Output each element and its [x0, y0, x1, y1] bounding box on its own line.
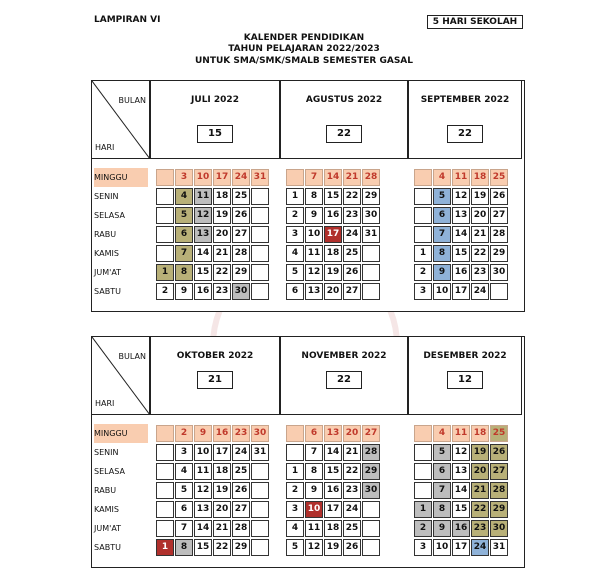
month-name: JULI 2022 — [191, 95, 239, 105]
day-label-minggu: MINGGU — [94, 168, 148, 187]
date-cell: 18 — [471, 169, 489, 186]
date-cell: 14 — [324, 444, 342, 461]
empty-cell — [251, 539, 269, 556]
date-cell: 24 — [232, 169, 250, 186]
date-cell: 24 — [471, 283, 489, 300]
date-cell: 9 — [305, 482, 323, 499]
date-cell: 23 — [471, 264, 489, 281]
title-line-3: UNTUK SMA/SMK/SMALB SEMESTER GASAL — [194, 56, 414, 66]
date-cell: 2 — [286, 482, 304, 499]
date-cell: 4 — [433, 169, 451, 186]
empty-cell — [414, 169, 432, 186]
empty-cell — [156, 425, 174, 442]
date-cell: 5 — [175, 482, 193, 499]
empty-cell — [362, 539, 380, 556]
day-label-sabtu: SABTU — [94, 287, 121, 296]
date-cell: 25 — [343, 520, 361, 537]
month-header — [280, 81, 408, 159]
date-cell: 27 — [232, 501, 250, 518]
date-cell: 2 — [175, 425, 193, 442]
date-cell: 19 — [471, 444, 489, 461]
lampiran-label: LAMPIRAN VI — [94, 15, 161, 25]
date-cell: 25 — [343, 245, 361, 262]
empty-cell — [414, 226, 432, 243]
month-header — [280, 337, 408, 415]
date-cell: 1 — [156, 264, 174, 281]
date-cell: 27 — [490, 207, 508, 224]
date-cell: 26 — [232, 482, 250, 499]
calendar-block-1 — [91, 80, 525, 312]
date-cell: 13 — [452, 207, 470, 224]
date-cell: 8 — [175, 539, 193, 556]
date-cell: 1 — [414, 501, 432, 518]
empty-cell — [251, 501, 269, 518]
calendar-block-2 — [91, 336, 525, 568]
empty-cell — [251, 188, 269, 205]
date-cell: 13 — [194, 226, 212, 243]
date-cell: 7 — [433, 482, 451, 499]
day-label-jumat: JUM'AT — [94, 268, 122, 277]
date-cell: 16 — [194, 283, 212, 300]
date-cell: 28 — [362, 444, 380, 461]
title-line-2: TAHUN PELAJARAN 2022/2023 — [228, 44, 380, 54]
day-label-rabu: RABU — [94, 486, 117, 495]
date-cell: 13 — [305, 283, 323, 300]
date-cell: 22 — [471, 245, 489, 262]
date-cell: 20 — [213, 226, 231, 243]
date-cell: 17 — [324, 226, 342, 243]
date-cell: 7 — [433, 226, 451, 243]
date-cell: 6 — [175, 226, 193, 243]
date-cell: 12 — [194, 207, 212, 224]
date-cell: 18 — [324, 245, 342, 262]
date-cell: 22 — [471, 501, 489, 518]
date-cell: 21 — [471, 482, 489, 499]
date-cell: 3 — [175, 169, 193, 186]
date-cell: 4 — [175, 188, 193, 205]
hari-label: HARI — [95, 143, 115, 152]
empty-cell — [156, 501, 174, 518]
empty-cell — [156, 188, 174, 205]
empty-cell — [414, 482, 432, 499]
date-cell: 10 — [305, 226, 323, 243]
date-cell: 29 — [490, 245, 508, 262]
date-cell: 16 — [324, 207, 342, 224]
date-cell: 25 — [490, 425, 508, 442]
empty-cell — [286, 444, 304, 461]
date-cell: 21 — [343, 169, 361, 186]
date-cell: 3 — [286, 501, 304, 518]
date-cell: 16 — [452, 520, 470, 537]
date-cell: 9 — [433, 520, 451, 537]
date-cell: 15 — [452, 501, 470, 518]
date-cell: 13 — [452, 463, 470, 480]
day-label-selasa: SELASA — [94, 467, 125, 476]
date-cell: 17 — [452, 539, 470, 556]
date-cell: 30 — [490, 520, 508, 537]
date-cell: 20 — [471, 463, 489, 480]
effective-days-count: 21 — [197, 371, 233, 389]
date-cell: 24 — [343, 501, 361, 518]
date-cell: 29 — [362, 463, 380, 480]
date-cell: 16 — [452, 264, 470, 281]
empty-cell — [156, 463, 174, 480]
date-cell: 9 — [305, 207, 323, 224]
day-label-senin: SENIN — [94, 192, 119, 201]
month-header — [408, 337, 522, 415]
date-cell: 26 — [232, 207, 250, 224]
date-cell: 2 — [414, 264, 432, 281]
date-cell: 6 — [175, 501, 193, 518]
date-cell: 18 — [324, 520, 342, 537]
date-cell: 15 — [324, 463, 342, 480]
date-cell: 21 — [471, 226, 489, 243]
date-cell: 28 — [362, 169, 380, 186]
date-cell: 2 — [286, 207, 304, 224]
bulan-label: BULAN — [118, 96, 146, 105]
day-label-rabu: RABU — [94, 230, 117, 239]
date-cell: 3 — [414, 539, 432, 556]
date-cell: 8 — [305, 188, 323, 205]
date-cell: 24 — [343, 226, 361, 243]
date-cell: 15 — [194, 264, 212, 281]
day-label-senin: SENIN — [94, 448, 119, 457]
date-cell: 12 — [305, 264, 323, 281]
date-cell: 7 — [175, 245, 193, 262]
date-cell: 23 — [232, 425, 250, 442]
date-cell: 24 — [232, 444, 250, 461]
empty-cell — [156, 226, 174, 243]
empty-cell — [251, 264, 269, 281]
date-cell: 4 — [433, 425, 451, 442]
date-cell: 19 — [324, 264, 342, 281]
date-cell: 23 — [343, 482, 361, 499]
date-cell: 14 — [194, 520, 212, 537]
effective-days-count: 12 — [447, 371, 483, 389]
date-cell: 25 — [232, 188, 250, 205]
date-cell: 11 — [452, 169, 470, 186]
month-name: AGUSTUS 2022 — [305, 95, 383, 105]
date-cell: 2 — [156, 283, 174, 300]
date-cell: 5 — [286, 264, 304, 281]
date-cell: 11 — [452, 425, 470, 442]
date-cell: 16 — [213, 425, 231, 442]
date-cell: 1 — [286, 463, 304, 480]
title-line-1: KALENDER PENDIDIKAN — [243, 33, 365, 43]
empty-cell — [156, 444, 174, 461]
date-cell: 13 — [194, 501, 212, 518]
hari-label: HARI — [95, 399, 115, 408]
date-cell: 18 — [213, 188, 231, 205]
date-cell: 6 — [433, 207, 451, 224]
date-cell: 26 — [490, 188, 508, 205]
date-cell: 3 — [286, 226, 304, 243]
bulan-hari-header — [92, 81, 150, 159]
empty-cell — [414, 207, 432, 224]
date-cell: 27 — [490, 463, 508, 480]
date-cell: 25 — [232, 463, 250, 480]
date-cell: 5 — [286, 539, 304, 556]
empty-cell — [251, 482, 269, 499]
date-cell: 6 — [305, 425, 323, 442]
date-cell: 19 — [324, 539, 342, 556]
date-cell: 10 — [194, 169, 212, 186]
date-cell: 12 — [305, 539, 323, 556]
day-label-kamis: KAMIS — [94, 249, 119, 258]
date-cell: 16 — [324, 482, 342, 499]
date-cell: 2 — [414, 520, 432, 537]
date-cell: 10 — [433, 283, 451, 300]
date-cell: 20 — [343, 425, 361, 442]
effective-days-count: 22 — [447, 125, 483, 143]
empty-cell — [251, 245, 269, 262]
date-cell: 22 — [343, 188, 361, 205]
empty-cell — [362, 520, 380, 537]
date-cell: 9 — [194, 425, 212, 442]
date-cell: 21 — [213, 245, 231, 262]
date-cell: 23 — [471, 520, 489, 537]
date-cell: 23 — [343, 207, 361, 224]
date-cell: 19 — [213, 482, 231, 499]
date-cell: 28 — [232, 245, 250, 262]
date-cell: 14 — [452, 482, 470, 499]
date-cell: 22 — [343, 463, 361, 480]
empty-cell — [251, 207, 269, 224]
month-header — [408, 81, 522, 159]
date-cell: 7 — [305, 444, 323, 461]
date-cell: 1 — [156, 539, 174, 556]
date-cell: 30 — [490, 264, 508, 281]
day-label-sabtu: SABTU — [94, 543, 121, 552]
date-cell: 7 — [175, 520, 193, 537]
empty-cell — [286, 169, 304, 186]
empty-cell — [362, 501, 380, 518]
date-cell: 21 — [213, 520, 231, 537]
date-cell: 20 — [471, 207, 489, 224]
school-days-badge: 5 HARI SEKOLAH — [427, 15, 523, 29]
empty-cell — [414, 425, 432, 442]
date-cell: 4 — [286, 520, 304, 537]
date-cell: 12 — [452, 444, 470, 461]
date-cell: 28 — [490, 226, 508, 243]
date-cell: 8 — [433, 501, 451, 518]
date-cell: 1 — [414, 245, 432, 262]
empty-cell — [156, 520, 174, 537]
date-cell: 11 — [194, 463, 212, 480]
date-cell: 26 — [343, 264, 361, 281]
empty-cell — [490, 283, 508, 300]
month-name: SEPTEMBER 2022 — [420, 95, 510, 105]
date-cell: 20 — [324, 283, 342, 300]
date-cell: 11 — [305, 520, 323, 537]
bulan-hari-header — [92, 337, 150, 415]
date-cell: 17 — [324, 501, 342, 518]
date-cell: 31 — [490, 539, 508, 556]
date-cell: 31 — [251, 169, 269, 186]
date-cell: 29 — [362, 188, 380, 205]
empty-cell — [156, 207, 174, 224]
date-cell: 1 — [286, 188, 304, 205]
date-cell: 10 — [433, 539, 451, 556]
date-cell: 10 — [194, 444, 212, 461]
month-name: NOVEMBER 2022 — [301, 351, 387, 361]
month-name: DESEMBER 2022 — [423, 351, 507, 361]
month-name: OKTOBER 2022 — [176, 351, 254, 361]
date-cell: 18 — [471, 425, 489, 442]
date-cell: 15 — [324, 188, 342, 205]
empty-cell — [414, 444, 432, 461]
date-cell: 20 — [213, 501, 231, 518]
date-cell: 4 — [175, 463, 193, 480]
date-cell: 8 — [433, 245, 451, 262]
date-cell: 29 — [232, 264, 250, 281]
empty-cell — [414, 188, 432, 205]
empty-cell — [251, 283, 269, 300]
date-cell: 8 — [175, 264, 193, 281]
date-cell: 9 — [433, 264, 451, 281]
date-cell: 14 — [324, 169, 342, 186]
date-cell: 3 — [414, 283, 432, 300]
date-cell: 18 — [213, 463, 231, 480]
date-cell: 26 — [490, 444, 508, 461]
effective-days-count: 22 — [326, 371, 362, 389]
date-cell: 30 — [251, 425, 269, 442]
date-cell: 29 — [490, 501, 508, 518]
date-cell: 14 — [194, 245, 212, 262]
date-cell: 5 — [175, 207, 193, 224]
date-cell: 27 — [232, 226, 250, 243]
date-cell: 27 — [343, 283, 361, 300]
date-cell: 19 — [213, 207, 231, 224]
date-cell: 22 — [213, 264, 231, 281]
date-cell: 7 — [305, 169, 323, 186]
day-label-minggu: MINGGU — [94, 424, 148, 443]
date-cell: 5 — [433, 188, 451, 205]
empty-cell — [362, 264, 380, 281]
date-cell: 23 — [213, 283, 231, 300]
date-cell: 4 — [286, 245, 304, 262]
date-cell: 15 — [194, 539, 212, 556]
date-cell: 21 — [343, 444, 361, 461]
date-cell: 28 — [232, 520, 250, 537]
bulan-label: BULAN — [118, 352, 146, 361]
empty-cell — [251, 520, 269, 537]
date-cell: 14 — [452, 226, 470, 243]
effective-days-count: 22 — [326, 125, 362, 143]
empty-cell — [362, 245, 380, 262]
date-cell: 27 — [362, 425, 380, 442]
date-cell: 29 — [232, 539, 250, 556]
date-cell: 11 — [194, 188, 212, 205]
date-cell: 17 — [452, 283, 470, 300]
date-cell: 5 — [433, 444, 451, 461]
month-header — [150, 337, 280, 415]
date-cell: 31 — [362, 226, 380, 243]
date-cell: 28 — [490, 482, 508, 499]
date-cell: 26 — [343, 539, 361, 556]
empty-cell — [156, 169, 174, 186]
date-cell: 22 — [213, 539, 231, 556]
date-cell: 9 — [175, 283, 193, 300]
date-cell: 3 — [175, 444, 193, 461]
date-cell: 8 — [305, 463, 323, 480]
day-label-kamis: KAMIS — [94, 505, 119, 514]
date-cell: 12 — [194, 482, 212, 499]
date-cell: 25 — [490, 169, 508, 186]
day-label-selasa: SELASA — [94, 211, 125, 220]
effective-days-count: 15 — [197, 125, 233, 143]
date-cell: 6 — [286, 283, 304, 300]
date-cell: 19 — [471, 188, 489, 205]
empty-cell — [251, 463, 269, 480]
date-cell: 30 — [362, 482, 380, 499]
date-cell: 11 — [305, 245, 323, 262]
date-cell: 13 — [324, 425, 342, 442]
date-cell: 31 — [251, 444, 269, 461]
date-cell: 6 — [433, 463, 451, 480]
empty-cell — [156, 245, 174, 262]
month-header — [150, 81, 280, 159]
empty-cell — [286, 425, 304, 442]
empty-cell — [414, 463, 432, 480]
date-cell: 30 — [362, 207, 380, 224]
date-cell: 15 — [452, 245, 470, 262]
date-cell: 17 — [213, 444, 231, 461]
empty-cell — [251, 226, 269, 243]
date-cell: 17 — [213, 169, 231, 186]
date-cell: 10 — [305, 501, 323, 518]
empty-cell — [362, 283, 380, 300]
empty-cell — [156, 482, 174, 499]
date-cell: 24 — [471, 539, 489, 556]
date-cell: 12 — [452, 188, 470, 205]
day-label-jumat: JUM'AT — [94, 524, 122, 533]
date-cell: 30 — [232, 283, 250, 300]
